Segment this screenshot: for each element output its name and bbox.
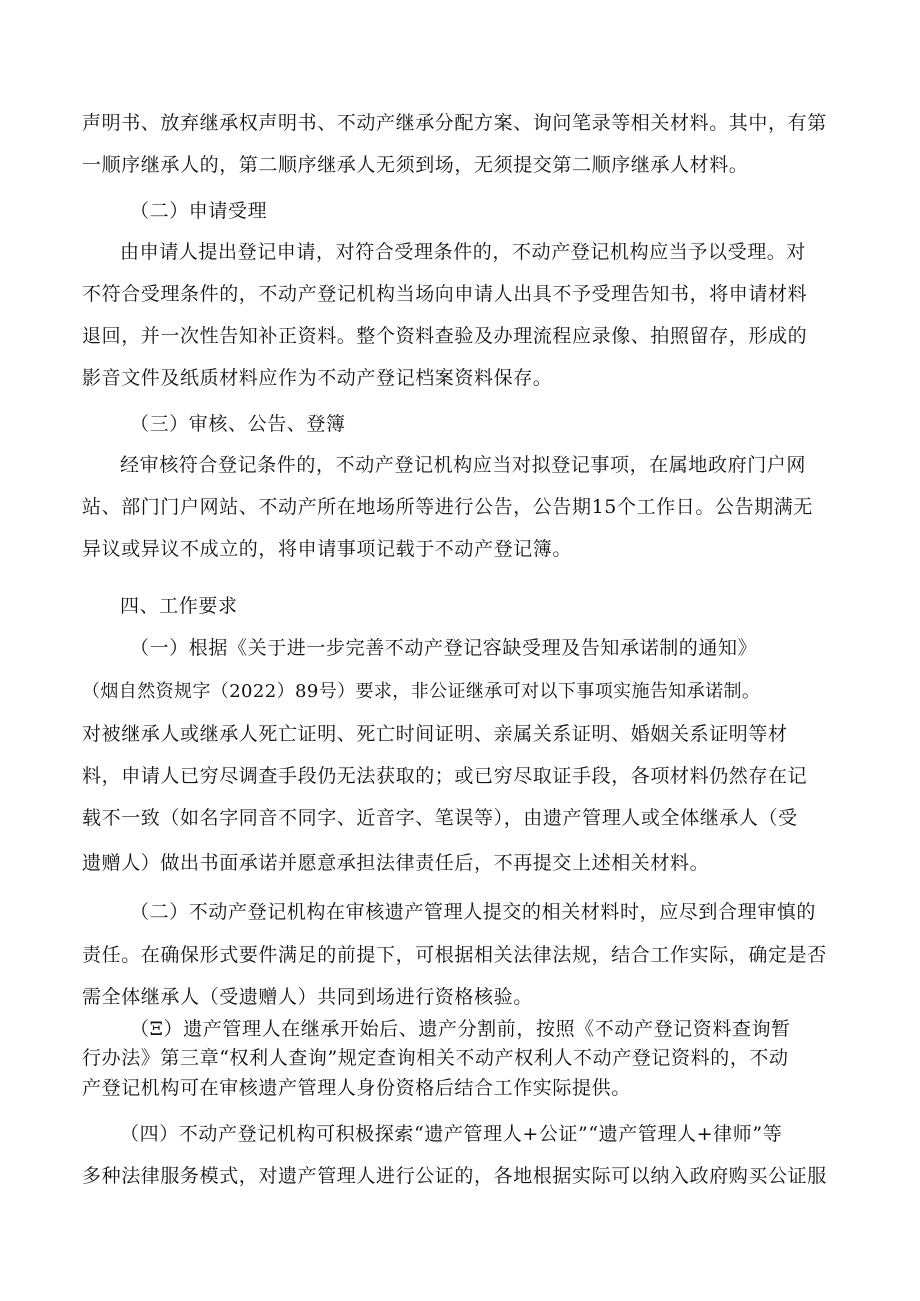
text-line: 站、部门门户网站、不动产所在地场所等进行公告，公告期15个工作日。公告期满无	[82, 496, 813, 518]
text-line: 行办法》第三章“权利人查询”规定查询相关不动产权利人不动产登记资料的，不动	[82, 1047, 789, 1069]
text-line: 料，申请人已穷尽调查手段仍无法获取的；或已穷尽取证手段，各项材料仍然存在记	[82, 765, 808, 787]
text-line: 载不一致（如名字同音不同字、近音字、笔误等），由遗产管理人或全体继承人（受	[82, 807, 798, 829]
text-line: 产登记机构可在审核遗产管理人身份资格后结合工作实际提供。	[82, 1077, 631, 1099]
text-line: 一顺序继承人的，第二顺序继承人无须到场，无须提交第二顺序继承人材料。	[82, 154, 749, 176]
text-line: 多种法律服务模式，对遗产管理人进行公证的，各地根据实际可以纳入政府购买公证服	[82, 1165, 827, 1187]
section-heading: （三）审核、公告、登簿	[130, 413, 346, 435]
text-line: （四）不动产登记机构可积极探索“遗产管理人+公证”“遗产管理人+律师”等	[120, 1123, 783, 1145]
text-line: 退回，并一次性告知补正资料。整个资料查验及办理流程应录像、拍照留存，形成的	[82, 325, 808, 347]
text-line: 责任。在确保形式要件满足的前提下，可根据相关法律法规，结合工作实际，确定是否	[82, 944, 827, 966]
section-heading: 四、工作要求	[120, 595, 238, 617]
text-line: 异议或异议不成立的，将申请事项记载于不动产登记簿。	[82, 538, 573, 560]
text-line: （烟自然资规字（2022）89号）要求，非公证继承可对以下事项实施告知承诺制。	[82, 681, 761, 702]
text-line: 需全体继承人（受遗赠人）共同到场进行资格核验。	[82, 986, 533, 1008]
text-line: 声明书、放弃继承权声明书、不动产继承分配方案、询问笔录等相关材料。其中，有第	[82, 112, 827, 134]
text-line: （Ξ）遗产管理人在继承开始后、遗产分割前，按照《不动产登记资料查询暂	[130, 1018, 791, 1040]
section-heading: （二）申请受理	[130, 200, 268, 222]
text-line: 不符合受理条件的，不动产登记机构当场向申请人出具不予受理告知书，将申请材料	[82, 283, 808, 305]
text-line: 由申请人提出登记申请，对符合受理条件的，不动产登记机构应当予以受理。对	[120, 241, 807, 263]
text-line: 影音文件及纸质材料应作为不动产登记档案资料保存。	[82, 367, 553, 389]
text-line: 对被继承人或继承人死亡证明、死亡时间证明、亲属关系证明、婚姻关系证明等材	[82, 723, 788, 745]
text-line: （二）不动产登记机构在审核遗产管理人提交的相关材料时，应尽到合理审慎的	[130, 901, 817, 923]
text-line: （一）根据《关于进一步完善不动产登记容缺受理及告知承诺制的通知》	[130, 637, 758, 659]
text-line: 遗赠人）做出书面承诺并愿意承担法律责任后，不再提交上述相关材料。	[82, 852, 710, 874]
text-line: 经审核符合登记条件的，不动产登记机构应当对拟登记事项，在属地政府门户网	[120, 454, 807, 476]
